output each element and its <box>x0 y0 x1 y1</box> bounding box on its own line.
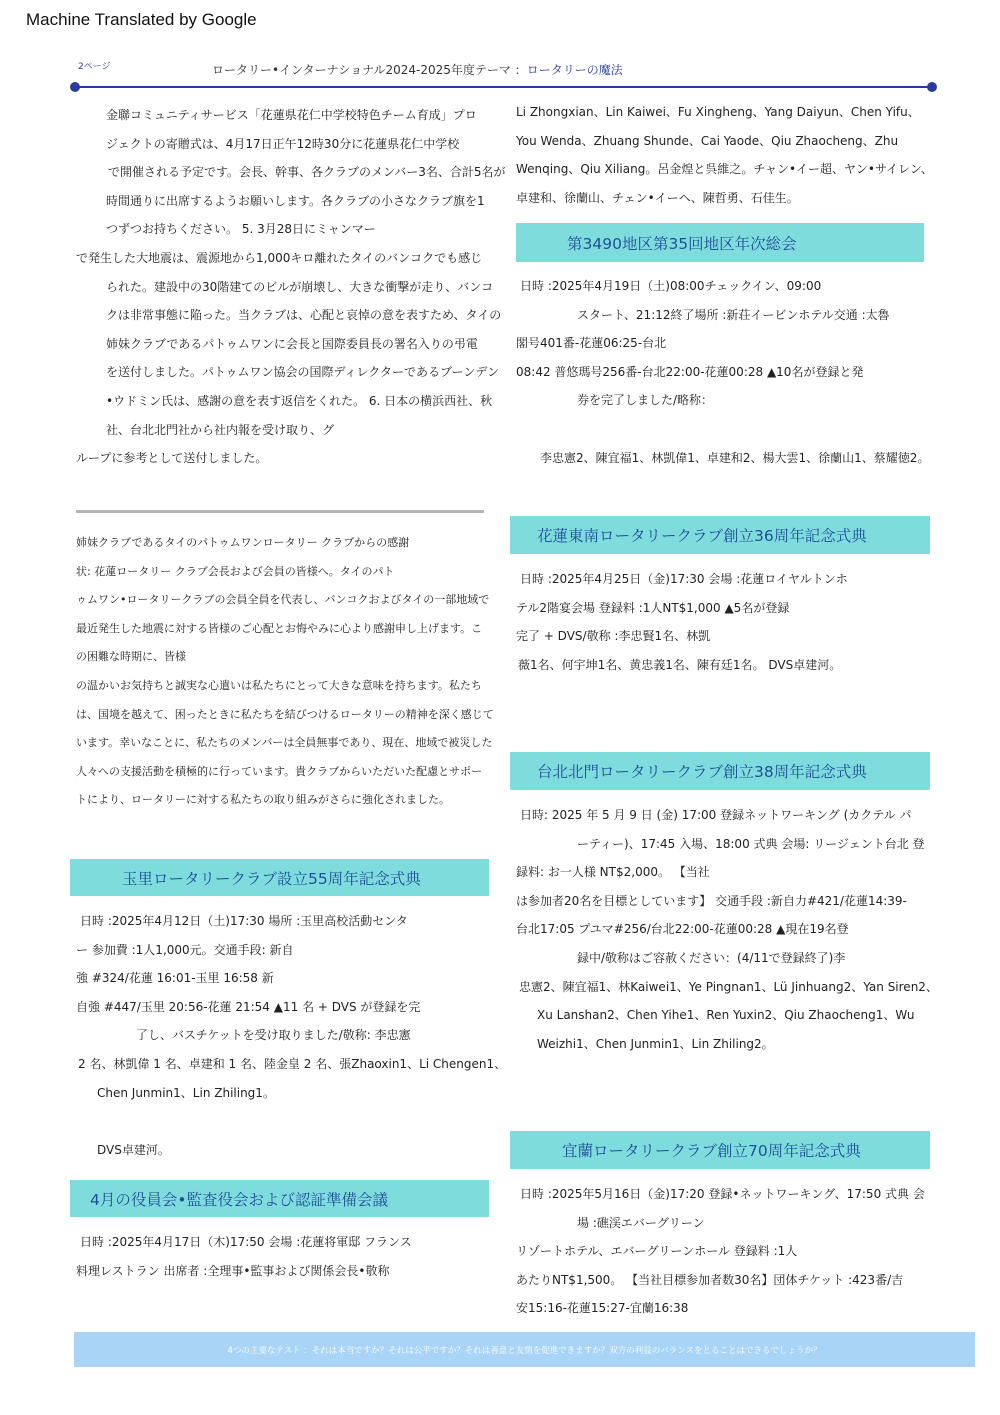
text-line: は参加者20名を目標としています】 交通手段 :新自力#421/花蓮14:39- <box>516 893 907 908</box>
text-line: Wenqing、Qiu Xiliang。呂金煌と呉維之。チャン•イー超、ヤン•サイレン、 <box>516 162 933 177</box>
header-text: ロータリー•インターナショナル2024-2025年度テーマ ： <box>212 63 527 77</box>
yuli-section-title: 玉里ロータリークラブ設立55周年記念式典 <box>70 859 489 896</box>
text-line: で発生した大地震は、震源地から1,000キロ離れたタイのバンコクでも感じ <box>76 250 483 265</box>
text-line: は、国境を越えて、困ったときに私たちを結びつけるロータリーの精神を深く感じて <box>76 707 494 721</box>
text-line: 料理レストラン 出席者 :全理事•監事および関係会長•敬称 <box>76 1263 390 1278</box>
april-meeting-section-title: 4月の役員会•監査役会および認証準備会議 <box>70 1180 489 1217</box>
text-line: で開催される予定です。会長、幹事、各クラブのメンバー3名、合計5名が <box>108 165 506 180</box>
yilan-club-section-title: 宜蘭ロータリークラブ創立70周年記念式典 <box>510 1131 930 1169</box>
text-line: スタート、21:12終了場所 :新荘イービンホテル交通 :太魯 <box>577 307 890 322</box>
text-line: Weizhi1、Chen Junmin1、Lin Zhiling2。 <box>537 1036 774 1051</box>
yilan-club-section-body <box>516 1180 925 1323</box>
text-line: ループに参考として送付しました。 <box>76 451 268 466</box>
text-line: ーティー)、17:45 入場、18:00 式典 会場: リージェント台北 登 <box>577 836 925 851</box>
text-line: Li Zhongxian、Lin Kaiwei、Fu Xingheng、Yang Daiyun、Chen Yifu、 <box>516 105 920 119</box>
text-line: 薇1名、何宇坤1名、黄忠義1名、陳有廷1名。 DVS卓建河。 <box>518 657 842 672</box>
text-line: 録料: お一人様 NT$2,000。 【当社 <box>516 865 710 880</box>
text-line: 録中/敬称はご容赦ください：(4/11で登録終了)李 <box>577 950 846 965</box>
text-line: トにより、ロータリーに対する私たちの取り組みがさらに強化されました。 <box>76 793 450 807</box>
yuli-section-body <box>76 907 506 1164</box>
sister-club-letter <box>76 529 494 815</box>
text-line: 2 名、林凱偉 1 名、卓建和 1 名、陸金皇 2 名、張Zhaoxin1、Li Chengen1、 <box>78 1056 507 1071</box>
text-line: 状: 花蓮ロータリー クラブ会長および会員の皆様へ。タイのパト <box>76 564 395 578</box>
text-line: 日時 :2025年4月12日（土)17:30 場所 :玉里高校活動センタ <box>80 914 408 928</box>
text-line: 最近発生した地震に対する皆様のご心配とお悔やみに心より感謝申し上げます。こ <box>76 621 483 635</box>
text-line: 日時 :2025年4月25日（金)17:30 会場 :花蓮ロイヤルトンホ <box>520 572 848 586</box>
text-line: 08:42 普悠瑪号256番-台北22:00-花蓮00:28 ▲10名が登録と発 <box>516 364 864 379</box>
text-line: ジェクトの寄贈式は、4月17日正午12時30分に花蓮県花仁中学校 <box>106 136 460 151</box>
club-report-text <box>76 101 505 473</box>
text-line: つずつお持ちください。 5. 3月28日にミャンマー <box>106 222 376 237</box>
text-line: 日時 :2025年5月16日（金)17:20 登録•ネットワーキング、17:50 式典 会 <box>520 1187 925 1201</box>
text-line: あたりNT$1,500。 【当社目標参加者数30名】団体チケット :423番/吉 <box>516 1272 904 1287</box>
text-line: 金聯コミュニティサービス「花蓮県花仁中学校特色チーム育成」プロ <box>106 108 477 122</box>
text-line: リゾートホテル、エバーグリーンホール 登録料 :1人 <box>516 1244 798 1259</box>
text-line: 完了 + DVS/敬称 :李忠賢1名、林凱 <box>516 629 711 644</box>
text-line: 社、台北北門社から社内報を受け取り、グ <box>106 422 335 437</box>
beimen-club-section-body <box>516 801 938 1058</box>
text-line: います。幸いなことに、私たちのメンバーは全員無事であり、現在、地域で被災した <box>76 736 493 750</box>
header-theme: ロータリーの魔法 <box>526 63 623 77</box>
text-line: ゥムワン•ロータリークラブの会員全員を代表し、バンコクおよびタイの一部地域で <box>76 593 490 607</box>
text-line: 姉妹クラブであるタイのパトゥムワンロータリー クラブからの感謝 <box>76 536 410 549</box>
text-line: られた。建設中の30階建てのビルが崩壊し、大きな衝撃が走り、バンコ <box>106 279 494 294</box>
text-line: 李忠憲2、陳宜福1、林凱偉1、卓建和2、楊大雲1、徐蘭山1、蔡耀徳2。 <box>540 450 930 465</box>
text-line: 場 :礁渓エバーグリーン <box>577 1215 705 1230</box>
text-line: 閣号401番-花蓮06:25-台北 <box>516 336 667 351</box>
text-line: を送付しました。パトゥムワン協会の国際ディレクターであるブーンデン <box>106 365 500 380</box>
text-line: 忠憲2、陳宜福1、林Kaiwei1、Ye Pingnan1、Lü Jinhuang2、Yan Siren2、 <box>519 979 938 994</box>
beimen-club-section-title: 台北北門ロータリークラブ創立38周年記念式典 <box>510 752 930 790</box>
text-line: 卓建和、徐蘭山、チェン•イーヘ、陳哲勇、石佳生。 <box>516 190 799 205</box>
text-line: 日時 :2025年4月17日（木)17:50 会場 :花蓮将軍邸 フランス <box>80 1235 412 1249</box>
text-line: 自強 #447/玉里 20:56-花蓮 21:54 ▲11 名 + DVS が登録を完 <box>76 999 421 1014</box>
page-header <box>212 61 623 78</box>
text-line: Chen Junmin1、Lin Zhiling1。 <box>97 1085 275 1100</box>
text-line: 強 #324/花蓮 16:01-玉里 16:58 新 <box>76 971 274 986</box>
text-line: 時間通りに出席するようお願いします。各クラブの小さなクラブ旗を1 <box>106 193 485 208</box>
attendee-names-continued <box>516 98 933 212</box>
blank-line <box>516 415 929 444</box>
text-line: 券を完了しました/略称： <box>577 393 714 408</box>
southeast-club-section-body <box>516 565 848 679</box>
header-rule <box>74 86 932 88</box>
text-line: DVS卓建河。 <box>97 1142 170 1157</box>
text-line: の困難な時期に、皆様 <box>76 650 186 664</box>
text-line: 日時 :2025年4月19日（土)08:00チェックイン、09:00 <box>520 279 822 293</box>
text-line: テル2階宴会場 登録料 :1人NT$1,000 ▲5名が登録 <box>516 600 790 615</box>
header-rule-dot-left <box>70 82 80 92</box>
machine-translation-banner: Machine Translated by Google <box>26 10 257 29</box>
blank-line <box>76 1107 506 1136</box>
text-line: の温かいお気持ちと誠実な心遣いは私たちにとって大きな意味を持ちます。私たち <box>76 678 482 692</box>
page-number: 2ページ <box>78 62 111 72</box>
april-meeting-section-body <box>76 1228 412 1285</box>
section-divider <box>76 510 484 513</box>
text-line: ー 参加費 :1人1,000元。交通手段: 新自 <box>76 942 294 957</box>
southeast-club-section-title: 花蓮東南ロータリークラブ創立36周年記念式典 <box>510 516 930 554</box>
text-line: 姉妹クラブであるパトゥムワンに会長と国際委員長の署名入りの弔電 <box>106 336 478 351</box>
district-conference-title: 第3490地区第35回地区年次総会 <box>516 223 924 262</box>
text-line: •ウドミン氏は、感謝の意を表す返信をくれた。 6. 日本の横浜西社、秋 <box>106 393 493 408</box>
text-line: 了し、バスチケットを受け取りました/敬称: 李忠憲 <box>136 1028 411 1043</box>
text-line: 台北17:05 プユマ#256/台北22:00-花蓮00:28 ▲現在19名登 <box>516 922 849 937</box>
text-line: クは非常事態に陥った。当クラブは、心配と哀悼の意を表すため、タイの <box>106 308 502 323</box>
district-conference-body <box>516 272 929 472</box>
text-line: 日時: 2025 年 5 月 9 日 (金) 17:00 登録ネットワーキング (カクテル パ <box>520 808 912 822</box>
text-line: You Wenda、Zhuang Shunde、Cai Yaode、Qiu Zhaocheng、Zhu <box>516 133 899 148</box>
header-rule-dot-right <box>927 82 937 92</box>
four-way-test-footer: 4つの主要なテスト ：それは本当ですか？それは公平ですか？それは善意と友情を促進できますか？双方の利益のバランスをとることはできるでしょうか？ <box>74 1332 975 1367</box>
text-line: 人々への支援活動を積極的に行っています。貴クラブからいただいた配慮とサポー <box>76 764 483 778</box>
text-line: Xu Lanshan2、Chen Yihe1、Ren Yuxin2、Qiu Zhaocheng1、Wu <box>537 1008 915 1023</box>
text-line: 安15:16-花蓮15:27-宜蘭16:38 <box>516 1301 689 1316</box>
